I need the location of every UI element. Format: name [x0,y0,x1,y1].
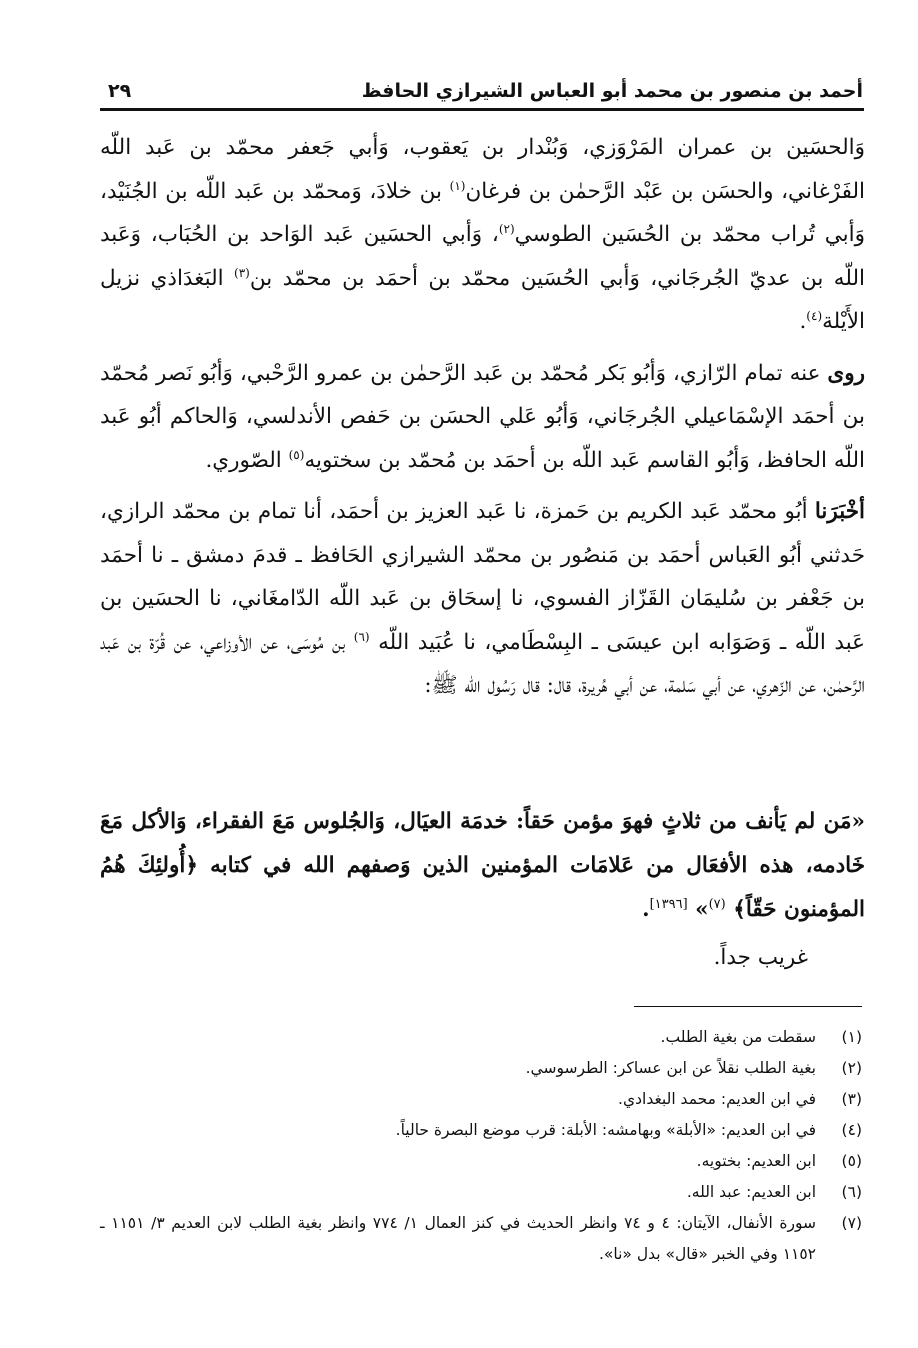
footnote-ref: (٤) [806,309,823,323]
footnote-ref: (٧) [708,897,726,912]
footnote-ref: (٣) [234,265,250,280]
footnote-ref: (٢) [498,222,515,236]
paragraph-lead: أخْبَرَنا [814,499,865,524]
footnote-rule [634,1006,862,1007]
footnote-ref: (٦) [353,629,370,644]
paragraph-students: روى عنه تمام الرّازي، وَأبُو بَكر مُحمّد بن عَبد الرَّحمٰن بن عمرو الرَّحْبي، وَأبُو نَصر مُحمّد بن أحمَد الإسْمَاعيلي الجُرجَاني، وَأبُو عَلي الحسَن بن حَفص الأندلسي، وَالحاكم أبُو عَبد اللّه الحافظ، وَأبُو القاسم عَبد اللّه بن أحمَد بن مُحمّد بن سختويه$^{(٥)}$ الصّوري. [100,360,865,473]
footnote-item: (٧) سورة الأنفال، الآيتان: ٤ و ٧٤ وانظر الحديث في كنز العمال ١/ ٧٧٤ وانظر بغية الطلب لابن العديم ٣/ ١١٥١ ـ ١١٥٢ وفي الخبر «قال» بدل «نا». [100,1214,862,1263]
running-header [108,74,863,108]
main-text [100,126,865,708]
header-rule [100,108,864,111]
page-number: ٢٩ [108,80,132,102]
paragraph-isnad: أخْبَرَنا أبُو محمّد عَبد الكريم بن حَمزة، نا عَبد العزيز بن أحمَد، أنا تمام بن محمّد الرازي، حَدثني أبُو العَباس أحمَد بن مَنصُور بن محمّد الشيرازي الحَافظ ـ قدمَ دمشق ـ نا أحمَد بن جَعْفر بن سُليمَان القَزّاز الفسوي، نا إسحَاق بن عَبد اللّه الدّامغَاني، نا الحسَين بن عَبد اللّه ـ وَصَوَابه ابن عيسَى ـ البِسْطَامي، نا عُبَيد اللّه $^{(٦)}$ بن مُوسَى، عن الأوزاعي، عن قُرّة بن عَبد الرَّحمٰن، عن الزّهري، عن أبي سَلمة، عن أبي هُريرة، قال: قال رَسُول الله ﷺ: [100,499,866,698]
header-title: أحمد بن منصور بن محمد أبو العباس الشيرازي الحافظ [361,80,863,102]
footnote-item: (٤) في ابن العديم: «الأبلة» وبهامشه: الأبلة: قرب موضع البصرة حالياً. [395,1121,862,1139]
footnote-ref: (١) [449,178,466,193]
footnotes [100,1022,862,1270]
footnote-ref: (٥) [288,447,305,462]
paragraph-teachers: وَالحسَين بن عمران المَرْوَزي، وَبُنْدار بن يَعقوب، وَأبي جَعفر محمّد بن عَبد اللّه الفَرْغاني، والحسَن بن عَبْد الرَّحمٰن بن فرغان$^{(١)}$ بن خلادَ، وَمحمّد بن عَبد اللّه بن الجُنَيْد، وَأبي تُراب محمّد بن الحُسَين الطوسي$^{(٢)}$، وَأبي الحسَين عَبد الوَاحد بن الحُبَاب، وَعَبد اللّه بن عديّ الجُرجَاني، وَأبي الحُسَين محمّد بن أحمَد بن محمّد بن$^{(٣)}$ البَغدَاذي نزيل الأَيْلة$^{(٤)}$. [100,135,865,334]
hadith-number: [١٣٩٦] [649,897,688,912]
paragraph-lead: روى [827,360,865,386]
footnote-item: (٥) ابن العديم: بختويه. [696,1152,862,1170]
hadith-text: «مَن لم يَأنف من ثلاثٍ فهوَ مؤمن حَقاً: خدمَة العيَال، وَالجُلوس مَعَ الفقراء، وَالأكل مَعَ خَادمه، هذه الأفعَال من عَلامَات المؤمنين الذين وَصفهم الله في كتابه ﴿أُولئِكَ هُمُ المؤمنون حَقّاً﴾ $^{(٧)}$» [١٣٩٦]. [100,809,865,922]
grading-note: غريب جداً. [713,945,808,970]
footnote-item: (٢) بغية الطلب نقلاً عن ابن عساكر: الطرسوسي. [525,1059,862,1077]
footnote-item: (٦) ابن العديم: عبد الله. [686,1183,862,1201]
footnote-item: (٣) في ابن العديم: محمد البغدادي. [618,1090,862,1108]
footnote-item: (١) سقطت من بغية الطلب. [660,1028,862,1046]
